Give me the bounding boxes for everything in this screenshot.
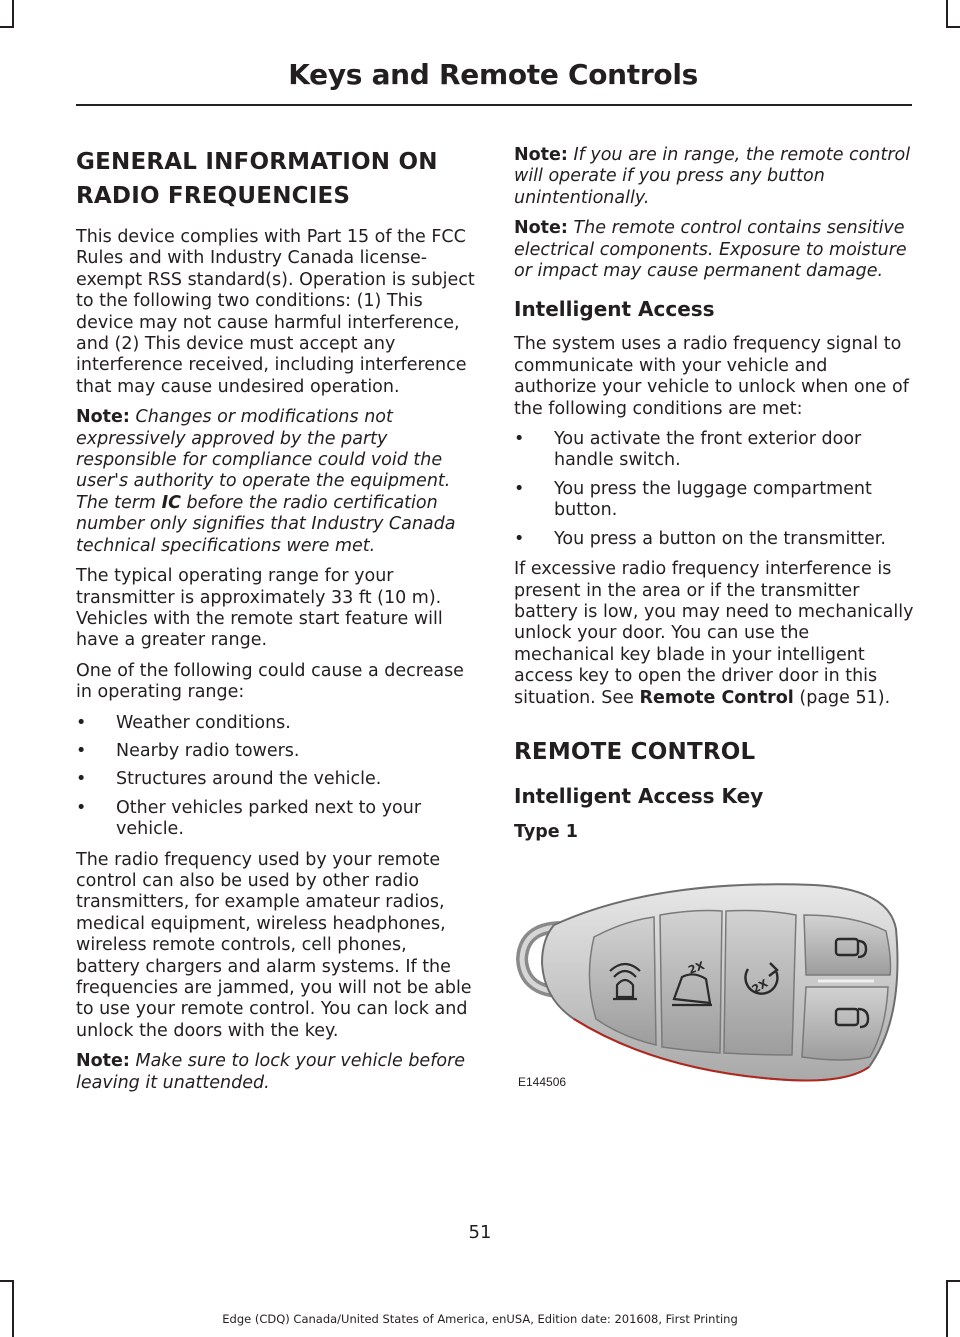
note-label: Note: (76, 407, 130, 428)
bullet: • (76, 712, 87, 733)
trunk-double-press-label: 2X (686, 959, 707, 977)
page-number: 51 (468, 1222, 492, 1243)
page-reference: (page 51). (799, 687, 891, 708)
crop-mark (946, 26, 960, 28)
footer-edition: Edge (CDQ) Canada/United States of America, enUSA, Edition date: 201608, First Printing (222, 1312, 738, 1326)
page-title: Keys and Remote Controls (288, 58, 698, 91)
list-item: • You activate the front exterior door handle switch. (514, 429, 862, 471)
crop-mark (12, 0, 14, 28)
note-text: If you are in range, the remote control will operate if you press any button unintentionally. (514, 145, 911, 208)
note-text: The remote control contains sensitive electrical components. Exposure to moisture or impact may cause permanent damage. (514, 218, 907, 282)
heading-line: RADIO FREQUENCIES (76, 183, 351, 209)
key-fob-figure (514, 859, 914, 1099)
bullet: • (514, 478, 525, 499)
intelligent-access-paragraph: The system uses a radio frequency signal to communicate with your vehicle and authorize your vehicle to unlock when one of the following conditions are met: (514, 334, 909, 419)
bullet: • (76, 740, 87, 761)
mechanical-unlock-paragraph (514, 559, 914, 709)
list-item: • Nearby radio towers. (76, 740, 300, 761)
list-item: • You press a button on the transmitter. (514, 528, 886, 549)
heading-line: GENERAL INFORMATION ON (76, 149, 438, 175)
note-modifications (76, 407, 476, 557)
remote-start-double-press-label: 2X (749, 976, 771, 996)
list-item: • Weather conditions. (76, 712, 291, 733)
crop-mark (0, 26, 14, 28)
bullet: • (76, 769, 87, 790)
list-item: • You press the luggage compartment button. (514, 478, 872, 521)
bullet: • (514, 429, 525, 450)
figure-id: E144506 (518, 1074, 567, 1089)
note-label: Note: (514, 218, 568, 239)
bullet: • (514, 528, 525, 549)
crop-mark (946, 1280, 948, 1337)
key-fob-illustration (514, 859, 914, 1099)
section-heading-remote-control: REMOTE CONTROL (514, 738, 756, 765)
note-sensitive-components (514, 218, 914, 282)
crop-mark (946, 1280, 960, 1282)
note-lock-vehicle (76, 1051, 476, 1094)
crop-mark (0, 1280, 14, 1282)
note-text: Changes or modifications not expressively approved by the party responsible for compliance could void the user's authority to operate the equipment. The term (76, 407, 451, 513)
right-column (514, 145, 914, 1099)
note-text: before the radio certification number only signifies that Industry Canada technical specifications were met. (76, 492, 456, 556)
bullet: • (76, 797, 87, 818)
crop-mark (946, 0, 948, 28)
subheading-intelligent-access: Intelligent Access (514, 297, 715, 322)
list-item: • Structures around the vehicle. (76, 769, 382, 790)
range-factors-list (76, 713, 476, 841)
subheading-intelligent-access-key: Intelligent Access Key (514, 783, 764, 808)
unlock-conditions-list (514, 429, 914, 550)
header-rule (76, 104, 912, 106)
range-decrease-intro: One of the following could cause a decrease in operating range: (76, 660, 464, 703)
trunk-button[interactable] (660, 910, 722, 1053)
operating-range-paragraph: The typical operating range for your transmitter is approximately 33 ft (10 m). Vehicles with the remote start feature will have a greater range. (76, 566, 443, 651)
section-heading-radio-frequencies (76, 145, 476, 213)
fcc-compliance-paragraph: This device complies with Part 15 of the FCC Rules and with Industry Canada license-exempt RSS standard(s). Operation is subject to the following two conditions: (1) This device may not cause harmful interference, and (2) This device must accept any interference received, including interference that may cause undesired operation. (76, 227, 475, 397)
note-text: Make sure to lock your vehicle before leaving it unattended. (76, 1051, 466, 1093)
left-column (76, 145, 476, 1103)
paragraph-text: If excessive radio frequency interference is present in the area or if the transmitter battery is low, you may need to mechanically unlock your door. You can use the mechanical key blade in your intelligent access key to open the driver door in this situation. See (514, 559, 914, 708)
interference-paragraph: The radio frequency used by your remote control can also be used by other radio transmitters, for example amateur radios, medical equipment, wireless headphones, wireless remote controls, cell phones, battery chargers and alarm systems. If the frequencies are jammed, you will not be able to use your remote control. You can lock and unlock the doors with the key. (76, 849, 472, 1041)
note-label: Note: (514, 145, 568, 165)
note-label: Note: (76, 1051, 130, 1072)
crop-mark (12, 1280, 14, 1337)
cross-reference-link[interactable]: Remote Control (639, 687, 794, 708)
note-in-range (514, 145, 914, 209)
ic-term: IC (161, 492, 181, 513)
list-item: • Other vehicles parked next to your vehicle. (76, 797, 422, 840)
type-label: Type 1 (514, 821, 578, 842)
